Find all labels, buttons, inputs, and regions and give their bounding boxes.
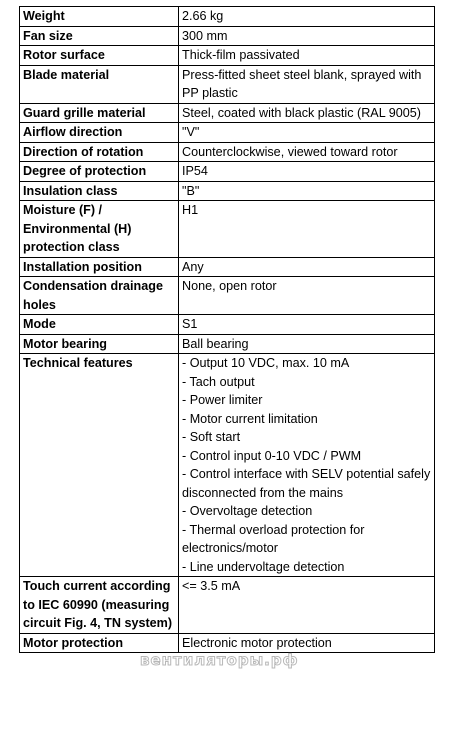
spec-value: None, open rotor (179, 277, 435, 315)
table-row (20, 65, 435, 103)
table-row (20, 257, 435, 277)
spec-value: Press-fitted sheet steel blank, sprayed with PP plastic (179, 65, 435, 103)
spec-label: Rotor surface (20, 46, 179, 66)
table-row (20, 103, 435, 123)
spec-label: Moisture (F) / Environmental (H) protection class (20, 201, 179, 258)
table-row (20, 633, 435, 653)
spec-label: Technical features (20, 354, 179, 577)
feature-item: - Control interface with SELV potential safely disconnected from the mains (182, 467, 431, 500)
feature-item: - Output 10 VDC, max. 10 mA (182, 356, 350, 370)
table-row (20, 577, 435, 634)
spec-label: Degree of protection (20, 162, 179, 182)
watermark: вентиляторы.рф (140, 651, 299, 669)
spec-label: Guard grille material (20, 103, 179, 123)
specifications-table (19, 6, 435, 653)
table-row (20, 277, 435, 315)
spec-value: "V" (179, 123, 435, 143)
table-row (20, 201, 435, 258)
spec-label: Motor bearing (20, 334, 179, 354)
spec-value: Ball bearing (179, 334, 435, 354)
table-row (20, 123, 435, 143)
table-row (20, 46, 435, 66)
feature-item: - Overvoltage detection (182, 504, 313, 518)
feature-item: - Soft start (182, 430, 241, 444)
spec-value: "B" (179, 181, 435, 201)
spec-label: Insulation class (20, 181, 179, 201)
spec-value: Counterclockwise, viewed toward rotor (179, 142, 435, 162)
table-row (20, 162, 435, 182)
feature-item: - Power limiter (182, 393, 263, 407)
feature-item: - Tach output (182, 374, 255, 389)
table-row (20, 26, 435, 46)
spec-value: H1 (179, 201, 435, 258)
spec-label: Weight (20, 7, 179, 27)
spec-label: Direction of rotation (20, 142, 179, 162)
spec-value: Thick-film passivated (179, 46, 435, 66)
table-row (20, 142, 435, 162)
spec-label: Fan size (20, 26, 179, 46)
feature-item: - Motor current limitation (182, 411, 318, 426)
feature-item: - Line undervoltage detection (182, 559, 345, 574)
feature-item: - Control input 0-10 VDC / PWM (182, 448, 362, 463)
feature-item: - Thermal overload protection for electronics/motor (182, 522, 365, 555)
spec-label: Mode (20, 315, 179, 335)
spec-label: Touch current according to IEC 60990 (measuring circuit Fig. 4, TN system) (20, 577, 179, 634)
spec-value: Electronic motor protection (179, 633, 435, 653)
spec-value: Any (179, 257, 435, 277)
spec-value: <= 3.5 mA (179, 577, 435, 634)
table-row (20, 315, 435, 335)
technical-features-list (179, 354, 435, 577)
spec-value: Steel, coated with black plastic (RAL 9005) (179, 103, 435, 123)
spec-label: Motor protection (20, 633, 179, 653)
spec-label: Installation position (20, 257, 179, 277)
spec-value: IP54 (179, 162, 435, 182)
spec-label: Airflow direction (20, 123, 179, 143)
spec-value: 300 mm (179, 26, 435, 46)
table-row (20, 181, 435, 201)
table-row (20, 7, 435, 27)
spec-label: Blade material (20, 65, 179, 103)
table-row (20, 334, 435, 354)
spec-value: S1 (179, 315, 435, 335)
spec-value: 2.66 kg (179, 7, 435, 27)
table-row (20, 354, 435, 577)
spec-label: Condensation drainage holes (20, 277, 179, 315)
